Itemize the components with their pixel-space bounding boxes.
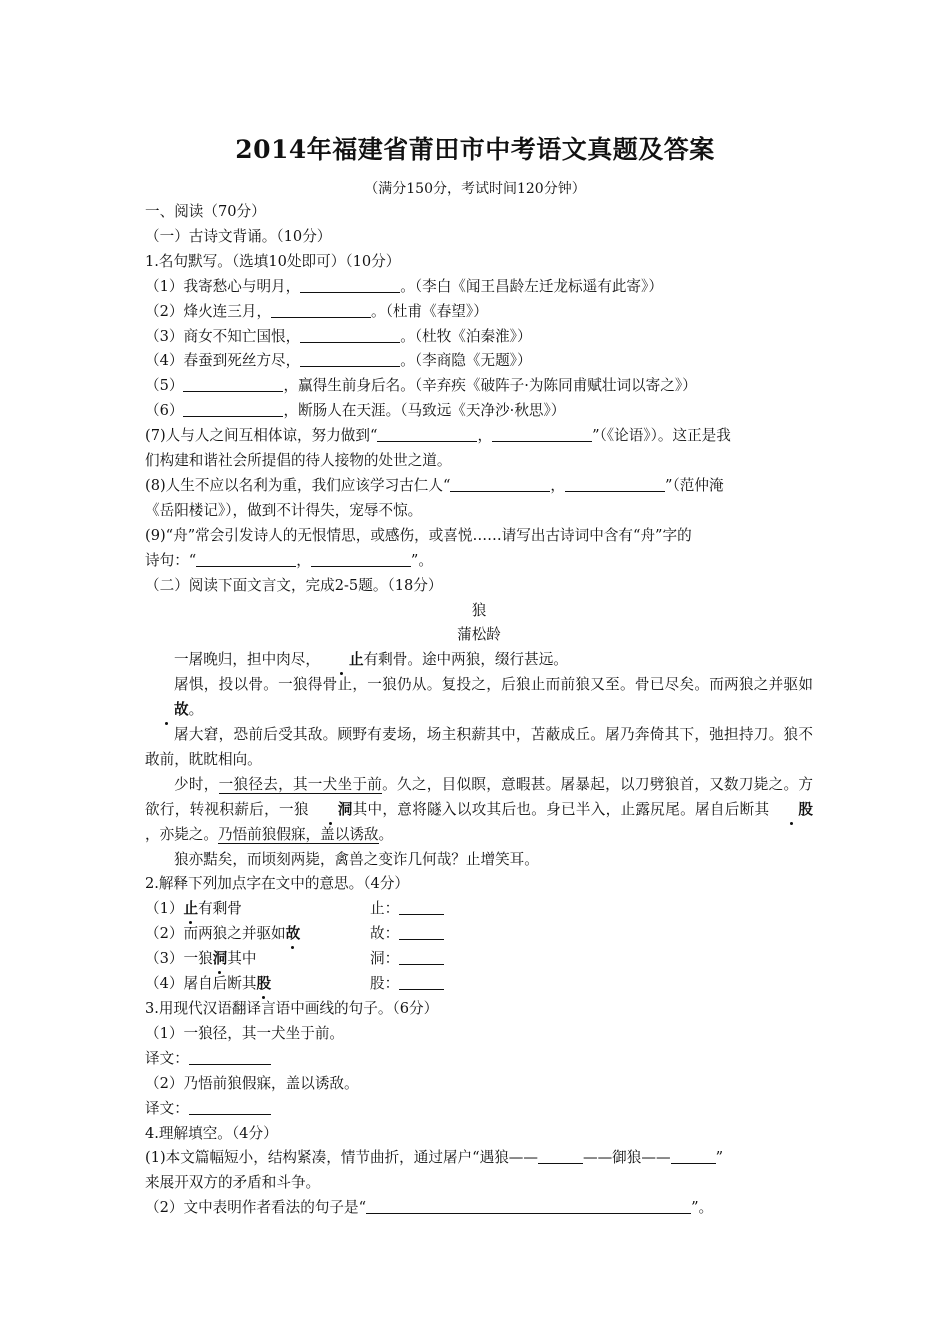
translation-line: 译文： bbox=[145, 1097, 813, 1122]
recitation-item: (7)人与人之间互相体谅，努力做到“ ， ”（《论语》）。这正是我 bbox=[145, 427, 731, 445]
passage-title: 狼 bbox=[471, 601, 487, 619]
translation-line: 译文： bbox=[145, 1047, 813, 1072]
answer-blank[interactable] bbox=[189, 1099, 271, 1115]
answer-blank[interactable] bbox=[492, 426, 592, 442]
recitation-item-cont: 诗句：“ ， ”。 bbox=[145, 551, 433, 569]
dotted-char: 股 bbox=[769, 798, 813, 823]
answer-blank[interactable] bbox=[311, 551, 411, 567]
exam-content bbox=[145, 200, 813, 1221]
dotted-char: 止 bbox=[320, 648, 364, 673]
recitation-item: （1）我寄愁心与明月， 。（李白《闻王昌龄左迁龙标遥有此寄》） bbox=[145, 277, 663, 295]
recitation-item: （4）春蚕到死丝方尽， 。（李商隐《无题》） bbox=[145, 352, 532, 370]
answer-blank[interactable] bbox=[399, 899, 444, 915]
recitation-item: （6） ，断肠人在天涯。（马致远《天净沙·秋思》） bbox=[145, 402, 566, 420]
fill-item: （2）文中表明作者看法的句子是“ ”。 bbox=[145, 1199, 714, 1217]
answer-blank[interactable] bbox=[189, 1049, 271, 1065]
dotted-char: 洞 bbox=[213, 947, 228, 972]
recitation-item-cont: 《岳阳楼记》），做到不计得失，宠辱不惊。 bbox=[145, 501, 423, 519]
part-heading: （二）阅读下面文言文，完成2-5题。（18分） bbox=[145, 576, 443, 594]
recitation-item: (8)人生不应以名利为重，我们应该学习古仁人“ ， ”（范仲淹 bbox=[145, 476, 724, 494]
explain-item: （3）一狼洞其中 洞： bbox=[145, 947, 813, 972]
underlined-sentence: 一狼径去，其一犬坐于前 bbox=[218, 775, 383, 793]
recitation-item-cont: 们构建和谐社会所提倡的待人接物的处世之道。 bbox=[145, 452, 452, 470]
recitation-item: （3）商女不知亡国恨， 。（杜牧《泊秦淮》） bbox=[145, 327, 532, 345]
question-header: 2.解释下列加点字在文中的意思。（4分） bbox=[145, 875, 410, 893]
question-header: 4.理解填空。（4分） bbox=[145, 1124, 278, 1142]
answer-blank[interactable] bbox=[271, 302, 371, 318]
section-heading: 一、阅读（70分） bbox=[145, 203, 266, 220]
answer-blank[interactable] bbox=[399, 949, 444, 965]
page-title: 2014年福建省莆田市中考语文真题及答案 bbox=[235, 135, 715, 164]
passage-author: 蒲松龄 bbox=[457, 626, 501, 644]
recitation-item: （5） ，赢得生前身后名。（辛弃疾《破阵子·为陈同甫赋壮词以寄之》） bbox=[145, 377, 697, 395]
answer-blank[interactable] bbox=[196, 551, 296, 567]
underlined-sentence: 乃悟前狼假寐，盖以诱敌 bbox=[217, 825, 379, 843]
answer-blank[interactable] bbox=[399, 924, 444, 940]
answer-blank[interactable] bbox=[377, 426, 477, 442]
recitation-item: （2）烽火连三月， 。（杜甫《春望》） bbox=[145, 302, 488, 320]
answer-blank[interactable] bbox=[450, 476, 550, 492]
answer-blank[interactable] bbox=[300, 327, 400, 343]
question-header: 1.名句默写。（选填10处即可）（10分） bbox=[145, 252, 401, 270]
answer-blank[interactable] bbox=[300, 277, 400, 293]
answer-blank[interactable] bbox=[565, 476, 665, 492]
dotted-char: 故 bbox=[286, 922, 301, 947]
answer-blank[interactable] bbox=[671, 1148, 716, 1164]
answer-blank[interactable] bbox=[538, 1148, 583, 1164]
passage-paragraph: 一屠晚归，担中肉尽， 止有剩骨。途中两狼，缀行甚远。 bbox=[145, 648, 813, 673]
answer-blank[interactable] bbox=[183, 401, 283, 417]
recitation-item: (9)“舟”常会引发诗人的无恨情思，或感伤，或喜悦……请写出古诗词中含有“舟”字的 bbox=[145, 526, 692, 544]
part-heading: （一）古诗文背诵。（10分） bbox=[145, 227, 332, 245]
passage-paragraph: 屠惧，投以骨。一狼得骨止，一狼仍从。复投之，后狼止而前狼又至。骨已尽矣。而两狼之并驱如故。 bbox=[145, 673, 813, 723]
fill-item: (1)本文篇幅短小，结构紧凑，情节曲折，通过屠户“遇狼—— ——御狼—— ” bbox=[145, 1149, 724, 1167]
translate-sentence: （2）乃悟前狼假寐，盖以诱敌。 bbox=[145, 1074, 359, 1092]
passage-paragraph: 狼亦黠矣，而顷刻两毙，禽兽之变诈几何哉？止增笑耳。 bbox=[174, 850, 539, 868]
dotted-char: 股 bbox=[256, 972, 271, 997]
answer-blank[interactable] bbox=[399, 974, 444, 990]
exam-info: （满分150分，考试时间120分钟） bbox=[364, 181, 586, 197]
answer-blank[interactable] bbox=[300, 351, 400, 367]
explain-item: （1）止有剩骨 止： bbox=[145, 897, 813, 922]
answer-blank[interactable] bbox=[366, 1198, 691, 1214]
explain-item: （4）屠自后断其股 股： bbox=[145, 972, 813, 997]
answer-blank[interactable] bbox=[183, 376, 283, 392]
fill-item-cont: 来展开双方的矛盾和斗争。 bbox=[145, 1174, 321, 1192]
dotted-char: 故 bbox=[145, 698, 189, 723]
passage-paragraph: 少时，一狼径去，其一犬坐于前。久之，目似瞑，意暇甚。屠暴起，以刀劈狼首，又数刀毙之。方欲行，转视积薪后，一狼 洞其中，意将隧入以攻其后也。身已半入，止露尻尾。屠自后断其 股，亦毙之。乃悟前狼假寐，盖以诱敌。 bbox=[145, 775, 813, 843]
dotted-char: 止 bbox=[183, 897, 198, 922]
dotted-char: 洞 bbox=[309, 798, 353, 823]
question-header: 3.用现代汉语翻译言语中画线的句子。（6分） bbox=[145, 1000, 439, 1017]
explain-item: （2）而两狼之并驱如故 故： bbox=[145, 922, 813, 947]
translate-sentence: （1）一狼径，其一犬坐于前。 bbox=[145, 1024, 345, 1042]
passage-paragraph: 屠大窘，恐前后受其敌。顾野有麦场，场主积薪其中，苫蔽成丘。屠乃奔倚其下，弛担持刀。狼不敢前，眈眈相向。 bbox=[145, 726, 813, 768]
